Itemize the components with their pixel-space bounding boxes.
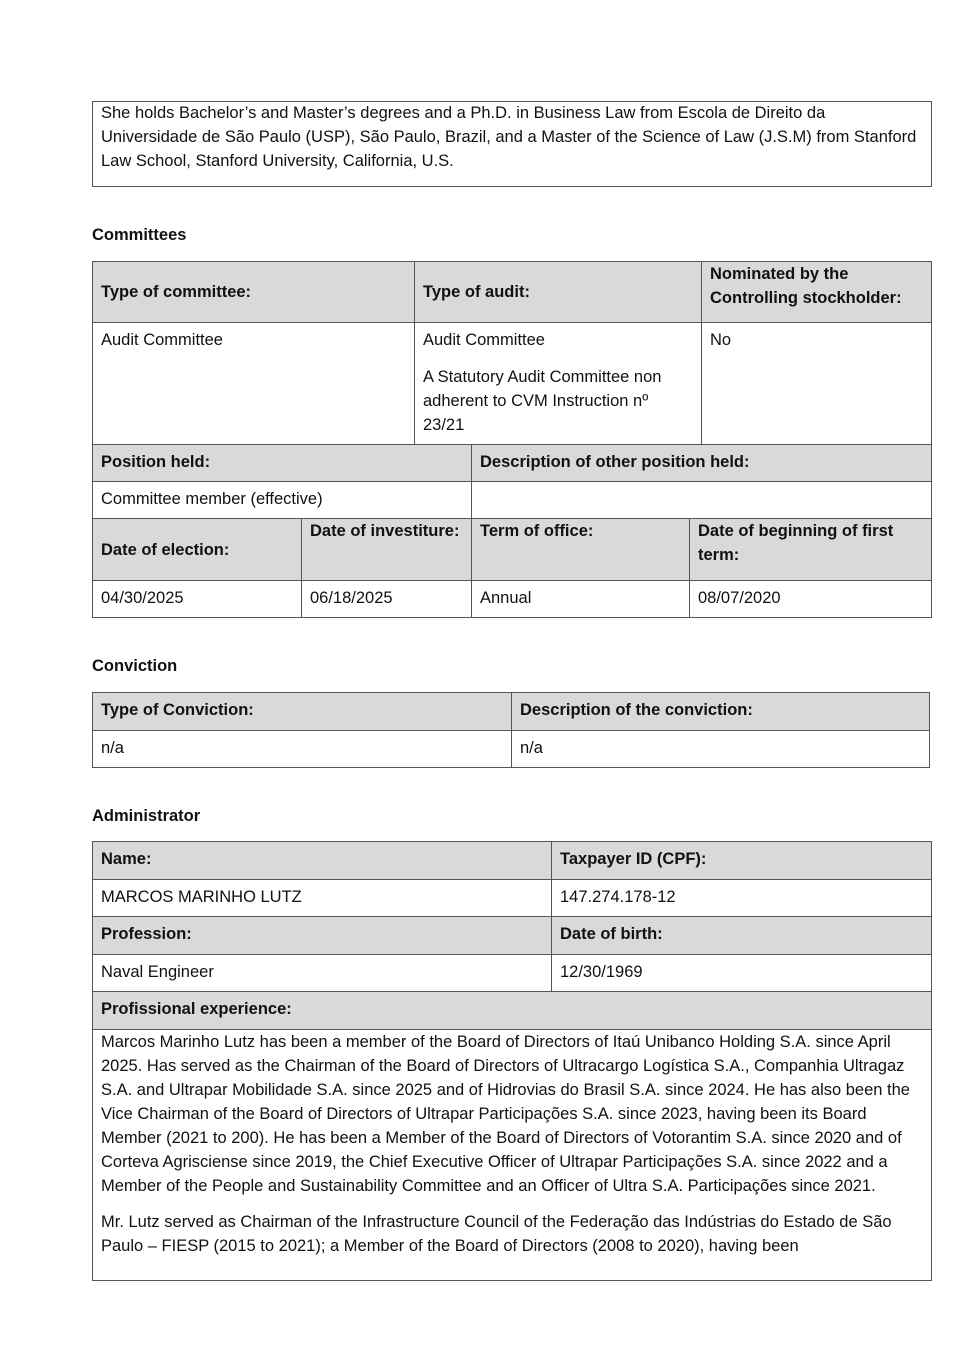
conviction-title: Conviction [92,657,178,675]
experience-paragraph-1: Marcos Marinho Lutz has been a member of the Board of Directors of Itaú Unibanco Holding S.A. since April 2025. Has served as the Chairman of the Board of Directors of Ultracargo Logística S.A., Companhia Ultragaz S.A. and Ultrapar Mobilidade S.A. since 2025 and of Hidrovias do Brasil S.A. since 2024. He has also been the Vice Chairman of the Board of Directors of Ultrapar Participações S.A. since 2023, having been its Board Member (2021 to 200). He has been a Member of the Board of Directors of Votorantim S.A. since 2020 and of Corteva Agrisciense since 2019, the Chief Executive Officer of Ultrapar Participações S.A. since 2022 and a Member of the People and Sustainability Committee and an Officer of Ultra S.A. Participações since 2021. [101,1033,910,1195]
committees-title: Committees [92,226,187,244]
header-name: Name: [92,841,552,880]
value-description-of-conviction: n/a [511,730,930,768]
value-name: MARCOS MARINHO LUTZ [92,879,552,917]
value-type-of-committee: Audit Committee [92,322,415,445]
value-date-of-birth: 12/30/1969 [551,954,932,992]
header-type-of-conviction: Type of Conviction: [92,692,512,731]
value-term-of-office: Annual [471,580,690,618]
value-other-position [471,481,932,519]
value-date-of-investiture: 06/18/2025 [301,580,472,618]
header-other-position: Description of other position held: [471,444,932,482]
header-position-held: Position held: [92,444,472,482]
experience-paragraph-2: Mr. Lutz served as Chairman of the Infrastructure Council of the Federação das Indústrias do Estado de São Paulo – FIESP (2015 to 2021); a Member of the Board of Directors (2008 to 2020), having been [101,1213,892,1255]
value-type-of-audit: Audit Committee [423,331,545,349]
value-type-of-conviction: n/a [92,730,512,768]
value-taxpayer-id: 147.274.178-12 [551,879,932,917]
header-nominated-by-controlling-stockholder: Nominated by the Controlling stockholder: [701,261,932,323]
value-position-held: Committee member (effective) [92,481,472,519]
header-description-of-conviction: Description of the conviction: [511,692,930,731]
value-date-of-election: 04/30/2025 [92,580,302,618]
value-profession: Naval Engineer [92,954,552,992]
header-date-of-election: Date of election: [92,518,302,581]
header-taxpayer-id: Taxpayer ID (CPF): [551,841,932,880]
header-type-of-audit: Type of audit: [414,261,702,323]
header-profession: Profession: [92,916,552,955]
intro-text: She holds Bachelor’s and Master’s degrees and a Ph.D. in Business Law from Escola de Direito da Universidade de São Paulo (USP), São Paulo, Brazil, and a Master of the Science of Law (J.S.M) from Stanford Law School, Stanford University, California, U.S. [101,104,917,170]
header-date-of-investiture: Date of investiture: [301,518,472,581]
value-type-of-audit-description: A Statutory Audit Committee non adherent to CVM Instruction nº 23/21 [423,368,662,434]
professional-experience-cell [92,1029,932,1281]
value-date-beginning-first-term: 08/07/2020 [689,580,932,618]
header-date-beginning-first-term: Date of beginning of first term: [689,518,932,581]
header-type-of-committee: Type of committee: [92,261,415,323]
header-professional-experience: Profissional experience: [92,991,932,1030]
value-type-of-audit-cell [414,322,702,445]
value-nominated: No [701,322,932,445]
header-term-of-office: Term of office: [471,518,690,581]
administrator-title: Administrator [92,807,201,825]
header-date-of-birth: Date of birth: [551,916,932,955]
